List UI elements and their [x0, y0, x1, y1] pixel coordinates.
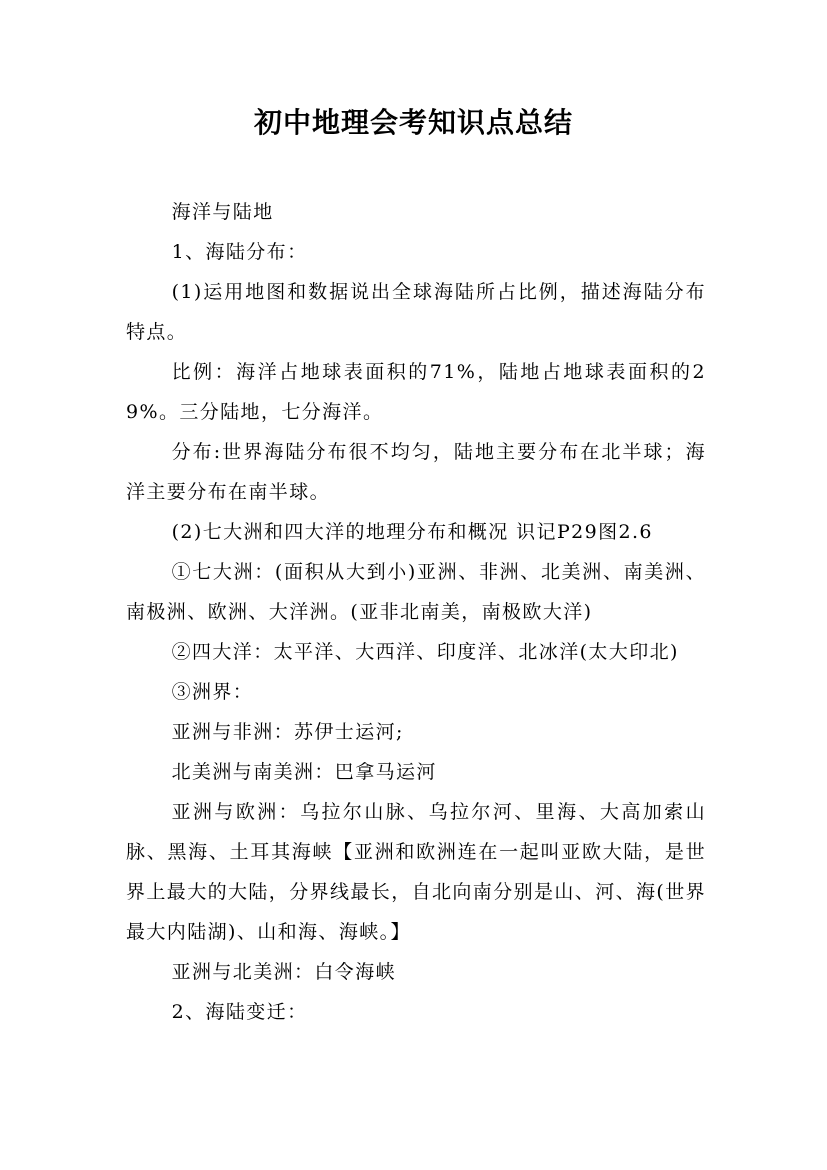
paragraph: 亚洲与非洲：苏伊士运河;	[171, 721, 404, 743]
paragraph: (1)运用地图和数据说出全球海陆所占比例，描述海陆分布特点。	[126, 281, 706, 343]
paragraph: ③洲界：	[171, 681, 254, 703]
subsection-heading: 1、海陆分布：	[171, 241, 308, 263]
document-body	[126, 192, 706, 1032]
paragraph: 亚洲与北美洲：白令海峡	[171, 961, 396, 983]
document-title: 初中地理会考知识点总结	[253, 106, 573, 139]
paragraph: (2)七大洲和四大洋的地理分布和概况 识记P29图2.6	[171, 521, 653, 543]
paragraph: 分布:世界海陆分布很不均匀，陆地主要分布在北半球；海洋主要分布在南半球。	[126, 441, 706, 503]
subsection-heading: 2、海陆变迁：	[171, 1001, 308, 1023]
section-heading: 海洋与陆地	[171, 201, 274, 223]
paragraph: 比例：海洋占地球表面积的71%，陆地占地球表面积的29%。三分陆地，七分海洋。	[126, 361, 706, 423]
paragraph: ②四大洋：太平洋、大西洋、印度洋、北冰洋(太大印北)	[171, 641, 679, 663]
paragraph: ①七大洲：(面积从大到小)亚洲、非洲、北美洲、南美洲、南极洲、欧洲、大洋洲。(亚非北南美，南极欧大洋)	[126, 561, 706, 623]
paragraph: 亚洲与欧洲：乌拉尔山脉、乌拉尔河、里海、大高加索山脉、黑海、土耳其海峡【亚洲和欧洲连在一起叫亚欧大陆，是世界上最大的大陆，分界线最长，自北向南分别是山、河、海(世界最大内陆湖)、山和海、海峡。】	[126, 801, 707, 943]
paragraph: 北美洲与南美洲：巴拿马运河	[171, 761, 437, 783]
